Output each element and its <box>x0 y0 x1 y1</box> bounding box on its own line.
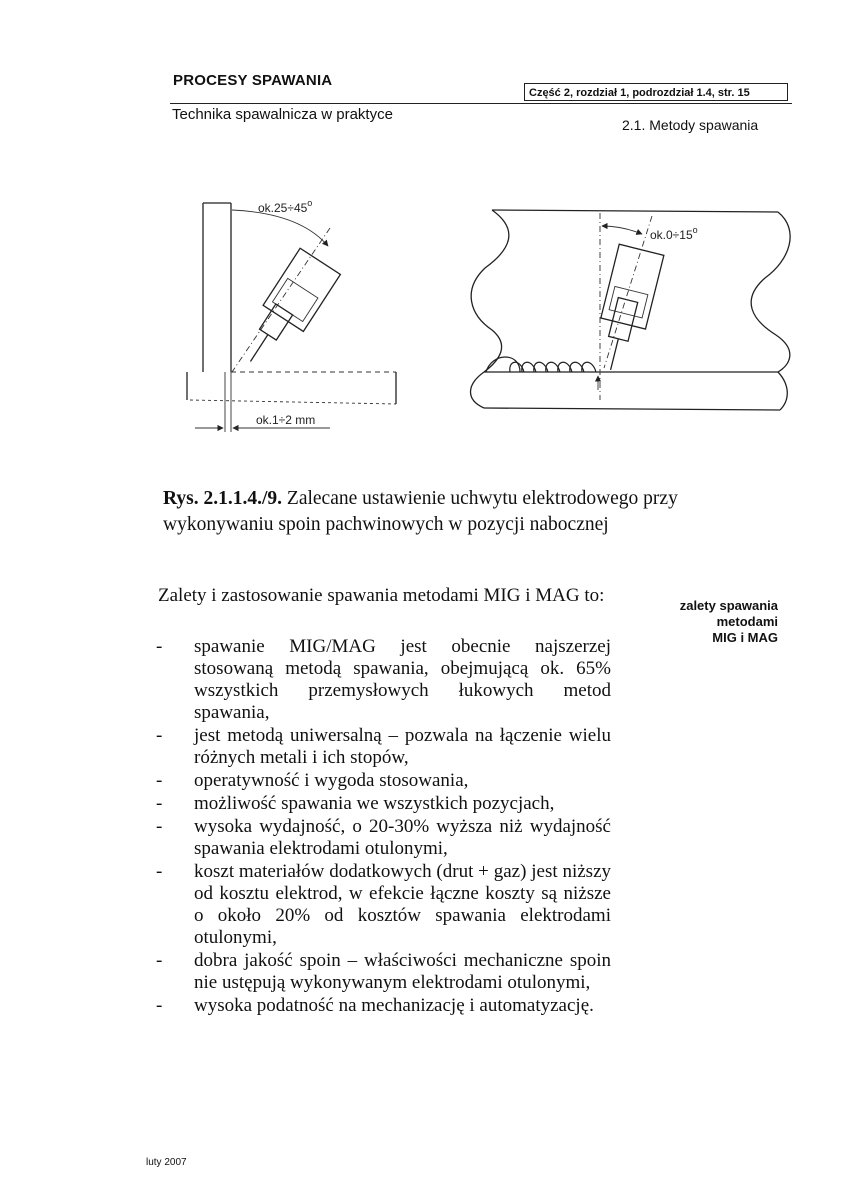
document-subtitle: Technika spawalnicza w praktyce <box>172 106 393 123</box>
right-plate-diagram <box>471 210 791 410</box>
margin-note-line: zalety spawania <box>679 598 778 613</box>
angle-label-right: $ok.0\div 15^o$ <box>650 225 698 242</box>
list-item: - koszt materiałów dodatkowych (drut + gaz) jest niższy od kosztu elektrod, w efekcie łączne koszty są niższe o około 20% od kosztów spawania elektrodami otulonymi, <box>156 861 611 948</box>
horizontal-plate-ends <box>187 372 396 404</box>
weld-bead <box>486 357 596 372</box>
list-item: - wysoka podatność na mechanizację i automatyzację. <box>156 995 594 1016</box>
figure-number: Rys. 2.1.1.4./9. <box>163 488 283 509</box>
bullet-marker: - <box>156 950 163 971</box>
bullet-marker: - <box>156 861 163 882</box>
figure-caption <box>163 486 783 538</box>
list-item: - wysoka wydajność, o 20-30% wyższa niż wydajność spawania elektrodami otulonymi, <box>156 816 611 859</box>
bullet-marker: - <box>156 725 163 746</box>
margin-note-line: MIG i MAG <box>712 630 778 645</box>
margin-note <box>646 598 778 646</box>
list-item: - spawanie MIG/MAG jest obecnie najszerzej stosowaną metodą spawania, obejmującą ok. 65% wszystkich przemysłowych łukowych metod spawania, <box>156 636 611 723</box>
welding-torch-figure <box>0 0 864 480</box>
bullet-marker: - <box>156 770 163 791</box>
torch-left <box>234 248 341 376</box>
left-fillet-diagram <box>187 198 396 432</box>
angle-label-left: $ok.25\div 45^o$ <box>258 198 313 215</box>
page-reference-box: Część 2, rozdział 1, podrozdział 1.4, str. 15 <box>524 83 788 101</box>
bullet-marker: - <box>156 636 163 657</box>
gap-label: ok.1÷2 mm <box>256 413 316 427</box>
margin-note-line: metodami <box>716 614 778 629</box>
list-item: - dobra jakość spoin – właściwości mechaniczne spoin nie ustępują wykonywanym elektrodami otulonymi, <box>156 950 611 993</box>
bullet-marker: - <box>156 816 163 837</box>
footer-date: luty 2007 <box>146 1157 187 1168</box>
document-title: PROCESY SPAWANIA <box>173 72 333 89</box>
list-item: - możliwość spawania we wszystkich pozycjach, <box>156 793 555 814</box>
figure-caption-text: Zalecane ustawienie uchwytu elektrodowego przy wykonywaniu spoin pachwinowych w pozycji nabocznej <box>163 488 678 535</box>
bullet-marker: - <box>156 793 163 814</box>
vertical-plate <box>203 203 231 372</box>
section-title: 2.1. Metody spawania <box>622 117 759 133</box>
list-item: - operatywność i wygoda stosowania, <box>156 770 469 791</box>
intro-paragraph: Zalety i zastosowanie spawania metodami MIG i MAG to: <box>158 585 605 606</box>
advantages-list <box>156 636 611 1018</box>
bullet-marker: - <box>156 995 163 1016</box>
list-item: - jest metodą uniwersalną – pozwala na łączenie wielu różnych metali i ich stopów, <box>156 725 611 768</box>
